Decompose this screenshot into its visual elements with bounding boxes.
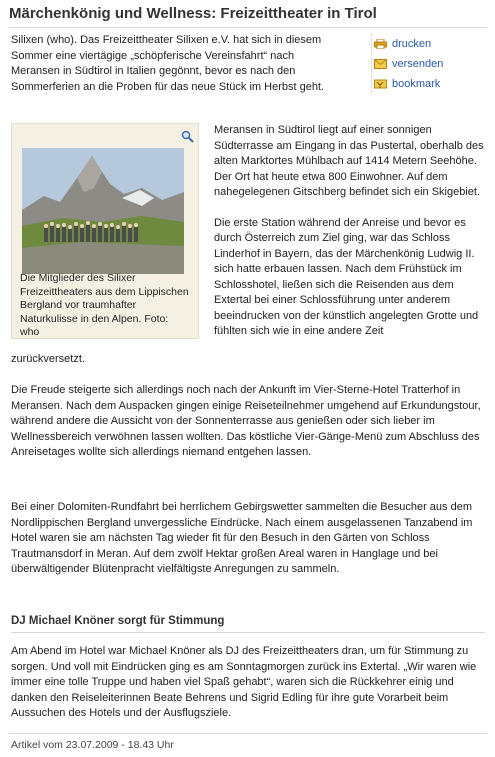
bookmark-icon — [374, 79, 387, 89]
photo-box — [11, 123, 199, 339]
zoom-icon[interactable] — [181, 130, 194, 143]
paragraph-1: Meransen in Südtirol liegt auf einer sonnigen Südterrasse am Eingang in das Pustertal, oberhalb des alten Marktortes Mühlbach auf 1414 Metern Seehöhe. Der Ort hat heute etwa 800 Einwohner. Auf dem nahegelegenen Gitschberg befindet sich ein Skigebiet. — [214, 124, 484, 198]
print-label[interactable]: drucken — [392, 38, 432, 50]
send-button[interactable] — [372, 54, 487, 74]
meta-divider — [9, 733, 487, 734]
article-date: Artikel vom 23.07.2009 - 18.43 Uhr — [11, 739, 174, 751]
photo-caption: Die Mitglieder des Silixer Freizeittheaters aus dem Lippischen Bergland vor traumhafter Naturkulisse in den Alpen. Foto: who — [20, 272, 189, 338]
article-title: Märchenkönig und Wellness: Freizeittheater in Tirol — [9, 5, 487, 28]
group-photo[interactable] — [22, 148, 184, 274]
paragraph-2: Die erste Station während der Anreise und bevor es durch Österreich zum Ziel ging, war das Schloss Linderhof in Bayern, das der Märchenkönig Ludwig II. sich hatte erbauen lassen. Nach dem Frühstück im Schlosshotel, ließen sich die Reisenden aus dem Extertal bei einer Schlossführung unter anderem beeindrucken von der künstlich angelegten Grotte und fühlten sich wie in eine andere Zeit — [214, 216, 479, 337]
photo-illustration — [22, 148, 184, 274]
paragraph-2-end: zurückversetzt. — [11, 353, 85, 365]
article-subheading: DJ Michael Knöner sorgt für Stimmung — [11, 615, 485, 633]
envelope-icon — [374, 59, 387, 69]
article-intro: Silixen (who). Das Freizeittheater Silixen e.V. hat sich in diesem Sommer eine viertägige „schöpferische Vereinsfahrt“ nach Meransen in Südtirol in Italien gegönnt, bevor es nach den Sommerferien an die Proben für das neue Stück im Herbst geht. — [11, 34, 325, 93]
bookmark-label[interactable]: bookmark — [392, 78, 441, 90]
print-button[interactable] — [372, 34, 487, 54]
paragraph-5: Am Abend im Hotel war Michael Knöner als DJ des Freizeittheaters dran, um für Stimmung zu sorgen. Und voll mit Eindrücken ging es am Sonntagmorgen zurück ins Extertal. „Wir waren wie immer eine tolle Truppe und haben viel Spaß gehabt“, waren sich die Rückkehrer einig und danken den Reiseleiterinnen Beate Behrens und Sigrid Edling für ihre gute Vorarbeit beim Aussuchen des Hotels und der Ausflugsziele. — [11, 645, 477, 719]
bookmark-button[interactable] — [372, 74, 487, 94]
printer-icon — [374, 39, 387, 49]
send-label[interactable]: versenden — [392, 58, 444, 70]
paragraph-3: Die Freude steigerte sich allerdings noch nach der Ankunft im Vier-Sterne-Hotel Tratterhof in Meransen. Nach dem Auspacken gingen einige Reiseteilnehmer umgehend auf Erkundungstour, während andere die Aussicht von der Sonnenterrasse aus genießen oder sich lieber im Wellnessbereich verwöhnen lassen wollten. Das köstliche Vier-Gänge-Menü zum Abschluss des Anreisetages wollte sich allerdings niemand entgehen lassen. — [11, 384, 481, 458]
article-tools — [371, 34, 487, 94]
paragraph-4: Bei einer Dolomiten-Rundfahrt bei herrlichem Gebirgswetter sammelten die Besucher aus dem Nordlippischen Bergland unvergessliche Eindrücke. Nach einem ausgelassenen Tanzabend im Hotel waren sie am nächsten Tag wieder fit für den Besuch in den Gärten von Schloss Trautmansdorf in Meran. Auf dem zwölf Hektar großen Areal waren in Hanglage und bei überwältigender Blütenpracht vielfältigste Anregungen zu sammeln. — [11, 501, 473, 575]
article-body-right — [214, 123, 486, 355]
